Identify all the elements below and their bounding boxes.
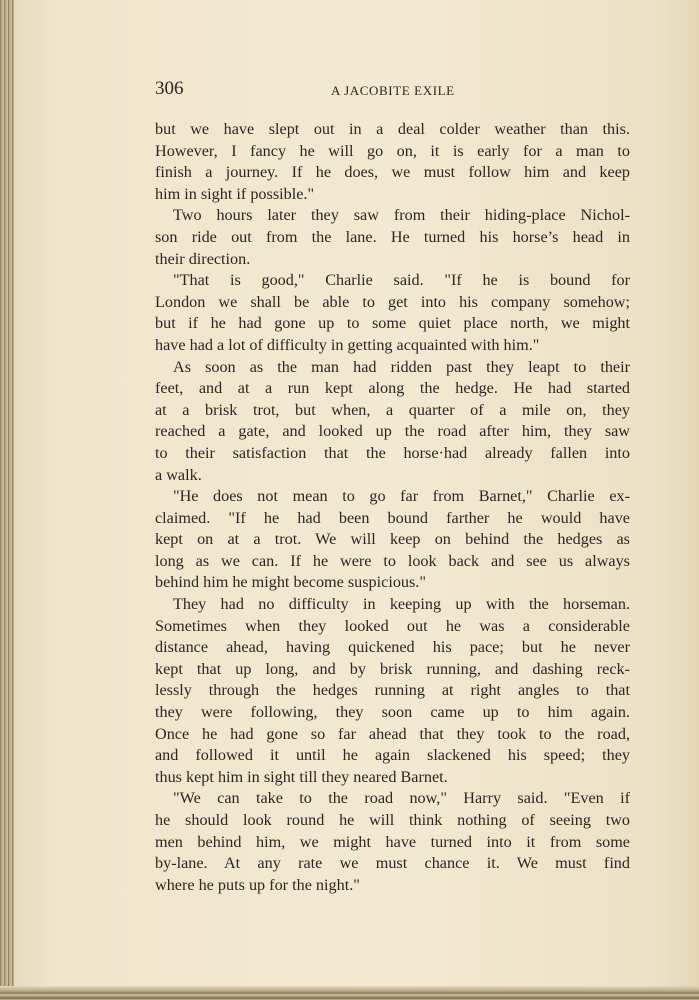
text-line: thus kept him in sight till they neared Barnet. — [155, 767, 448, 786]
body-text — [155, 119, 630, 896]
text-line: Sometimes when they looked out he was a considerable — [155, 616, 630, 635]
text-line: claimed. "If he had been bound farther he would have — [155, 508, 630, 527]
text-line: reached a gate, and looked up the road after him, they saw — [155, 422, 630, 441]
text-line: kept that up long, and by brisk running, and dashing reck- — [155, 659, 630, 678]
text-line: London we shall be able to get into his company somehow; — [155, 292, 630, 311]
text-line: son ride out from the lane. He turned his horse’s head in — [155, 227, 630, 246]
text-line: they were following, they soon came up to him again. — [155, 703, 630, 722]
text-line: him in sight if possible." — [155, 184, 315, 203]
text-line: As soon as the man had ridden past they leapt to their — [173, 357, 630, 376]
text-line: They had no difficulty in keeping up with the horseman. — [173, 595, 630, 614]
text-line: where he puts up for the night." — [155, 875, 360, 894]
text-line: lessly through the hedges running at right angles to that — [155, 681, 630, 700]
text-line: feet, and at a run kept along the hedge. He had started — [155, 379, 630, 398]
text-line: "He does not mean to go far from Barnet," Charlie ex- — [173, 487, 630, 506]
text-line: have had a lot of difficulty in getting acquainted with him." — [155, 335, 540, 354]
text-line: kept on at a trot. We will keep on behind the hedges as — [155, 530, 630, 549]
text-line: at a brisk trot, but when, a quarter of a mile on, they — [155, 400, 630, 419]
running-title: A JACOBITE EXILE — [331, 83, 455, 98]
text-line: to their satisfaction that the horse·had already fallen into — [155, 443, 630, 462]
text-line: but we have slept out in a deal colder weather than this. — [155, 120, 630, 138]
text-line: and followed it until he again slackened his speed; they — [155, 746, 630, 765]
text-line: their direction. — [155, 249, 251, 268]
book-spine-edge — [0, 0, 14, 1000]
text-line: but if he had gone up to some quiet place north, we might — [155, 314, 630, 333]
page-header — [155, 78, 630, 102]
page-bottom-edge — [0, 986, 699, 1000]
text-line: distance ahead, having quickened his pace; but he never — [155, 638, 630, 657]
text-line: by-lane. At any rate we must chance it. We must find — [155, 854, 630, 873]
text-line: However, I fancy he will go on, it is early for a man to — [155, 141, 630, 160]
text-line: men behind him, we might have turned into it from some — [155, 832, 630, 851]
text-line: "We can take to the road now," Harry said. "Even if — [173, 789, 630, 808]
text-line: he should look round he will think nothing of seeing two — [155, 811, 630, 829]
page-number: 306 — [155, 78, 184, 99]
text-line: long as we can. If he were to look back and see us always — [155, 551, 630, 570]
text-line: behind him he might become suspicious." — [155, 573, 426, 592]
text-line: finish a journey. If he does, we must follow him and keep — [155, 163, 630, 182]
text-line: Two hours later they saw from their hiding-place Nichol- — [173, 206, 630, 225]
text-line: "That is good," Charlie said. "If he is bound for — [173, 271, 630, 290]
text-line: a walk. — [155, 465, 202, 484]
text-line: Once he had gone so far ahead that they took to the road, — [155, 724, 630, 743]
